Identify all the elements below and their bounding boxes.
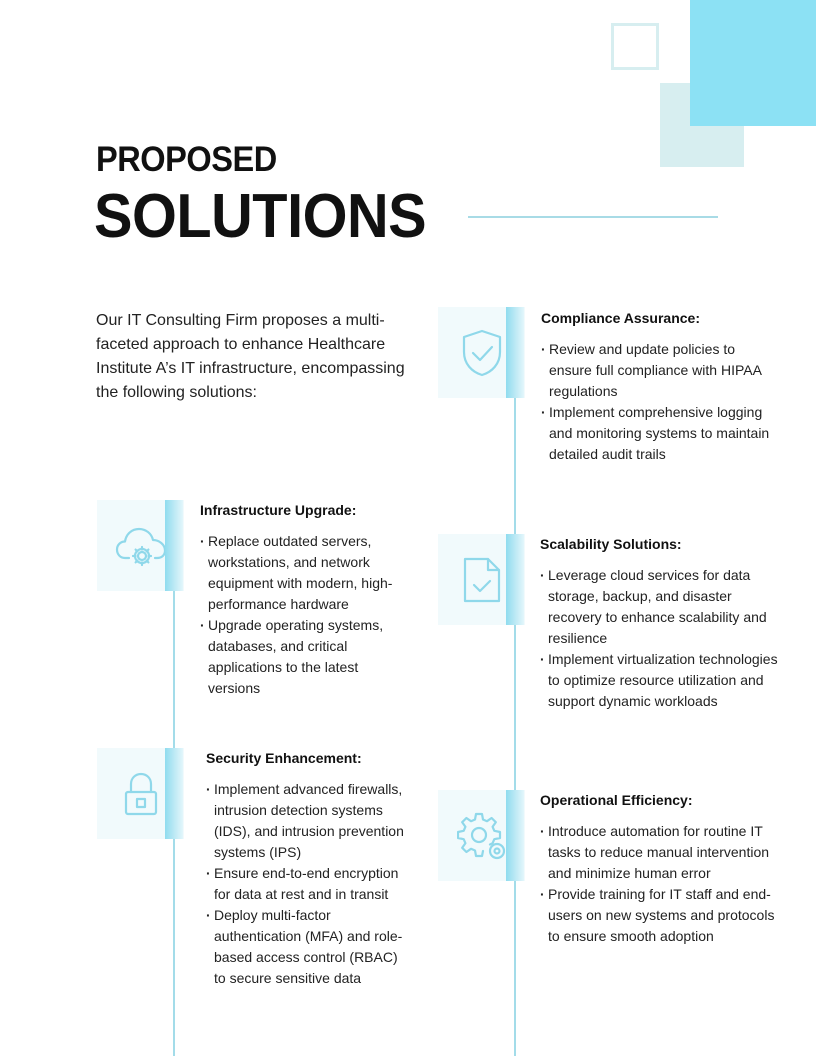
solution-bullets [206, 779, 411, 989]
document-check-icon [462, 556, 502, 604]
solution-accent-bar [506, 534, 524, 625]
solution-accent-bar [165, 748, 183, 839]
timeline-line [514, 625, 516, 790]
solution-title: Scalability Solutions: [540, 536, 682, 552]
shield-check-icon [460, 328, 504, 378]
timeline-line [173, 839, 175, 1056]
solution-bullets [541, 339, 781, 465]
intro-paragraph: Our IT Consulting Firm proposes a multi-faceted approach to enhance Healthcare Institute A’s IT infrastructure, encompassing the following solutions: [96, 312, 405, 401]
list-item: · Implement virtualization technologies to optimize resource utilization and support dynamic workloads [540, 649, 780, 712]
solution-title: Infrastructure Upgrade: [200, 502, 357, 518]
solution-title: Security Enhancement: [206, 750, 362, 766]
list-item: · Review and update policies to ensure full compliance with HIPAA regulations [541, 339, 781, 402]
solution-accent-bar [165, 500, 183, 591]
solution-bullets [540, 821, 780, 947]
list-item: · Provide training for IT staff and end-users on new systems and protocols to ensure smooth adoption [540, 884, 780, 947]
list-item: · Introduce automation for routine IT tasks to reduce manual intervention and minimize human error [540, 821, 780, 884]
decorative-outline-square [611, 23, 659, 70]
solution-title: Compliance Assurance: [541, 310, 700, 326]
list-item: · Deploy multi-factor authentication (MFA) and role-based access control (RBAC) to secure sensitive data [206, 905, 411, 989]
title-divider [468, 216, 718, 218]
timeline-line [514, 881, 516, 1056]
padlock-icon [124, 772, 158, 816]
decorative-blue-square [690, 0, 816, 126]
list-item: · Upgrade operating systems, databases, and critical applications to the latest versions [200, 615, 405, 699]
list-item: · Implement advanced firewalls, intrusion detection systems (IDS), and intrusion prevention systems (IPS) [206, 779, 411, 863]
solution-card-scalability [540, 535, 780, 712]
solution-card-security [206, 749, 411, 989]
list-item: · Replace outdated servers, workstations, and network equipment with modern, high-performance hardware [200, 531, 405, 615]
solution-bullets [540, 565, 780, 712]
solution-accent-bar [506, 307, 524, 398]
gears-icon [457, 811, 507, 861]
timeline-line [514, 398, 516, 534]
solution-accent-bar [506, 790, 524, 881]
solution-bullets [200, 531, 405, 699]
list-item: · Leverage cloud services for data storage, backup, and disaster recovery to enhance scalability and resilience [540, 565, 780, 649]
solution-title: Operational Efficiency: [540, 792, 693, 808]
solution-card-operational [540, 791, 780, 947]
list-item: · Implement comprehensive logging and monitoring systems to maintain detailed audit trails [541, 402, 781, 465]
cloud-gear-icon [115, 524, 167, 568]
solution-card-infrastructure [200, 501, 405, 699]
page-title-line2: SOLUTIONS [94, 182, 427, 251]
timeline-line [173, 591, 175, 748]
list-item: · Ensure end-to-end encryption for data at rest and in transit [206, 863, 411, 905]
solution-card-compliance [541, 309, 781, 465]
page-title-line1: PROPOSED [96, 140, 277, 179]
